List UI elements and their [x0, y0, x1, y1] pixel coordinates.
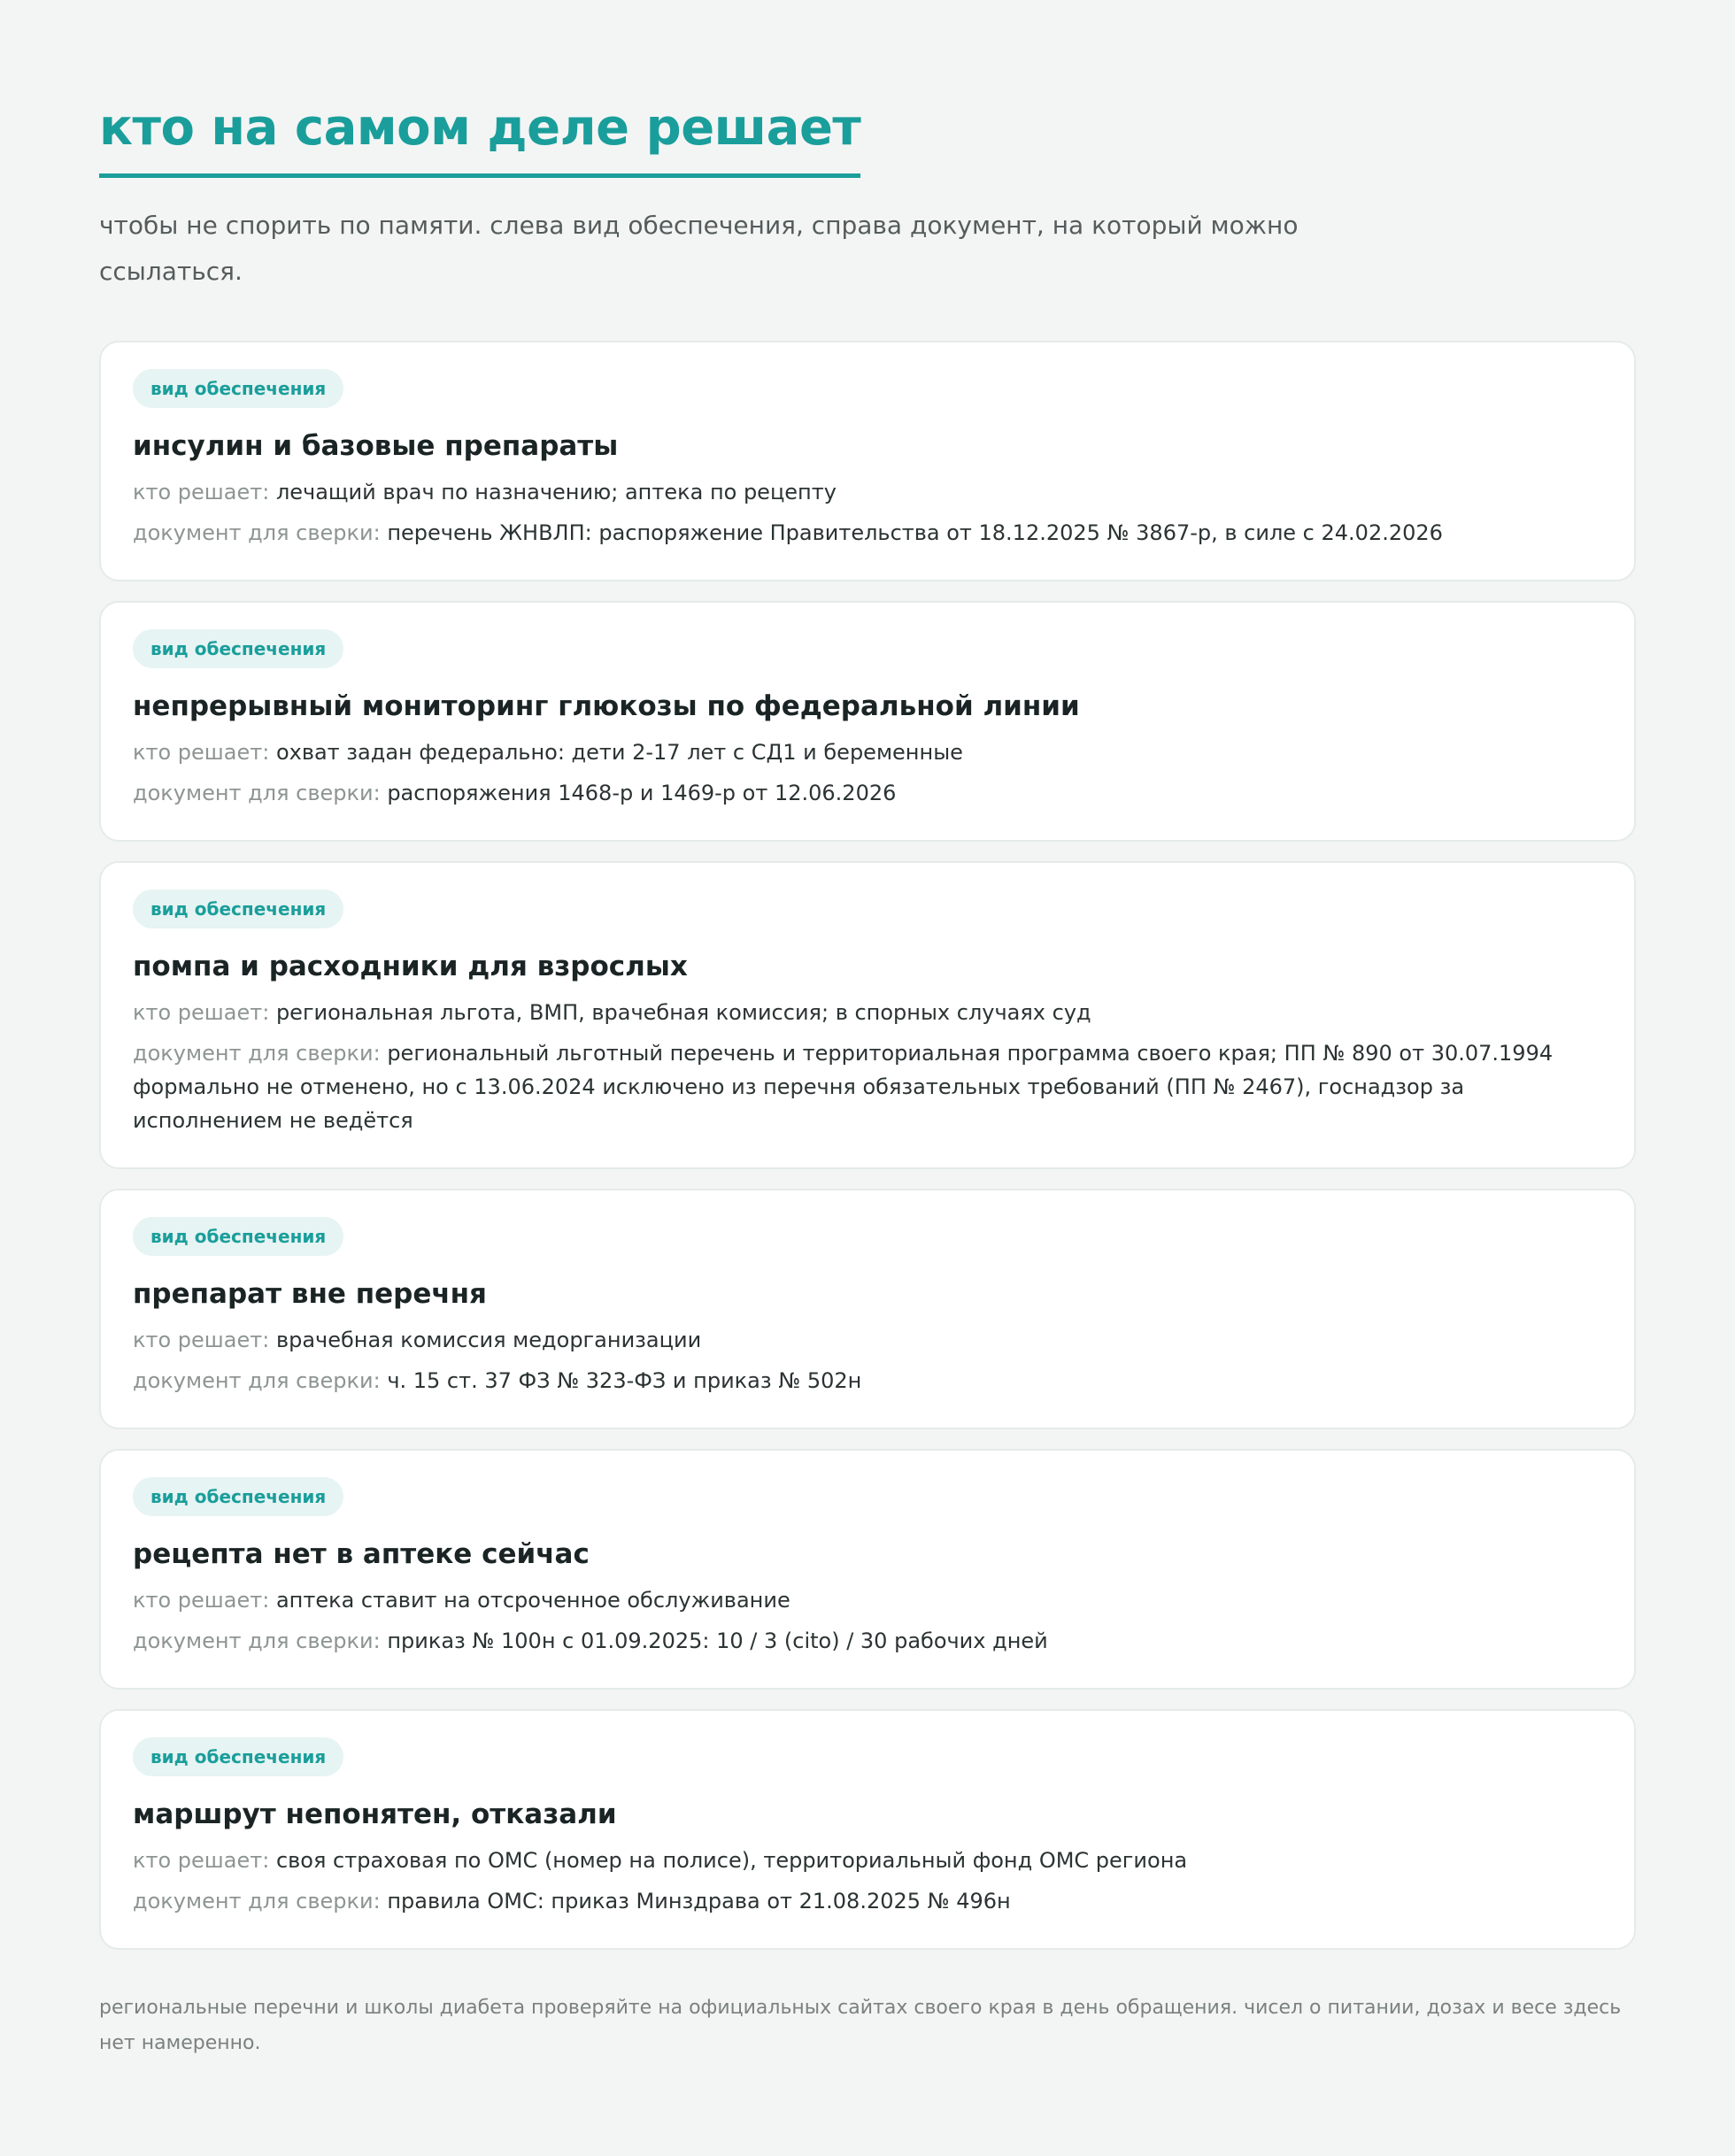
document-value: перечень ЖНВЛП: распоряжение Правительства от 18.12.2025 № 3867-р, в силе с 24.02.2026	[387, 520, 1443, 545]
card-pump	[99, 861, 1636, 1169]
who-decides-row	[133, 735, 1602, 769]
card-off-list-drug	[99, 1189, 1636, 1429]
who-decides-label: кто решает:	[133, 1848, 270, 1873]
card-title: препарат вне перечня	[133, 1278, 487, 1310]
category-badge: вид обеспечения	[133, 1217, 343, 1256]
card-title: инсулин и базовые препараты	[133, 430, 619, 462]
document-label: документ для сверки:	[133, 520, 381, 545]
document-row	[133, 1364, 1602, 1398]
document-row	[133, 1624, 1602, 1658]
document-row	[133, 1036, 1602, 1137]
document-row	[133, 516, 1602, 550]
card-list	[99, 341, 1636, 1950]
document-value: приказ № 100н с 01.09.2025: 10 / 3 (cito) / 30 рабочих дней	[387, 1629, 1048, 1653]
document-row	[133, 776, 1602, 810]
document-value: правила ОМС: приказ Минздрава от 21.08.2025 № 496н	[387, 1889, 1011, 1913]
card-title: маршрут непонятен, отказали	[133, 1798, 617, 1830]
who-decides-value: охват задан федерально: дети 2-17 лет с СД1 и беременные	[275, 740, 963, 765]
who-decides-label: кто решает:	[133, 480, 270, 504]
card-title: рецепта нет в аптеке сейчас	[133, 1538, 590, 1570]
footnote: региональные перечни и школы диабета проверяйте на официальных сайтах своего края в день обращения. чисел о питании, дозах и весе здесь нет намеренно.	[99, 1997, 1622, 2054]
category-badge: вид обеспечения	[133, 889, 343, 928]
card-title: непрерывный мониторинг глюкозы по федеральной линии	[133, 690, 1080, 722]
who-decides-row	[133, 1583, 1602, 1617]
who-decides-value: своя страховая по ОМС (номер на полисе), территориальный фонд ОМС региона	[275, 1848, 1188, 1873]
category-badge: вид обеспечения	[133, 629, 343, 668]
page-intro: чтобы не спорить по памяти. слева вид обеспечения, справа документ, на который можно ссылаться.	[99, 211, 1299, 286]
page-title: кто на самом деле решает	[99, 99, 860, 178]
who-decides-value: аптека ставит на отсроченное обслуживание	[275, 1588, 790, 1613]
who-decides-label: кто решает:	[133, 1588, 270, 1613]
card-insulin	[99, 341, 1636, 581]
who-decides-row	[133, 475, 1602, 509]
who-decides-row	[133, 1844, 1602, 1877]
document-label: документ для сверки:	[133, 1041, 381, 1066]
who-decides-label: кто решает:	[133, 1000, 270, 1025]
card-unclear-route	[99, 1709, 1636, 1950]
category-badge: вид обеспечения	[133, 369, 343, 408]
category-badge: вид обеспечения	[133, 1737, 343, 1776]
document-value: региональный льготный перечень и территориальная программа своего края; ПП № 890 от 30.07.1994 формально не отменено, но с 13.06.2024 исключено из перечня обязательных требований (ПП № 2467), госнадзор за исполнением не ведётся	[133, 1041, 1554, 1133]
who-decides-label: кто решает:	[133, 1328, 270, 1352]
who-decides-row	[133, 996, 1602, 1029]
who-decides-row	[133, 1323, 1602, 1357]
who-decides-label: кто решает:	[133, 740, 270, 765]
document-value: распоряжения 1468-р и 1469-р от 12.06.2026	[387, 781, 897, 805]
document-label: документ для сверки:	[133, 1629, 381, 1653]
category-badge: вид обеспечения	[133, 1477, 343, 1516]
card-title: помпа и расходники для взрослых	[133, 951, 688, 982]
who-decides-value: врачебная комиссия медорганизации	[275, 1328, 702, 1352]
document-label: документ для сверки:	[133, 781, 381, 805]
card-pharmacy-stock	[99, 1449, 1636, 1690]
who-decides-value: лечащий врач по назначению; аптека по рецепту	[275, 480, 837, 504]
card-glucose-monitoring	[99, 601, 1636, 842]
who-decides-value: региональная льгота, ВМП, врачебная комиссия; в спорных случаях суд	[275, 1000, 1091, 1025]
document-value: ч. 15 ст. 37 ФЗ № 323-ФЗ и приказ № 502н	[387, 1368, 862, 1393]
document-label: документ для сверки:	[133, 1889, 381, 1913]
document-row	[133, 1884, 1602, 1918]
document-label: документ для сверки:	[133, 1368, 381, 1393]
